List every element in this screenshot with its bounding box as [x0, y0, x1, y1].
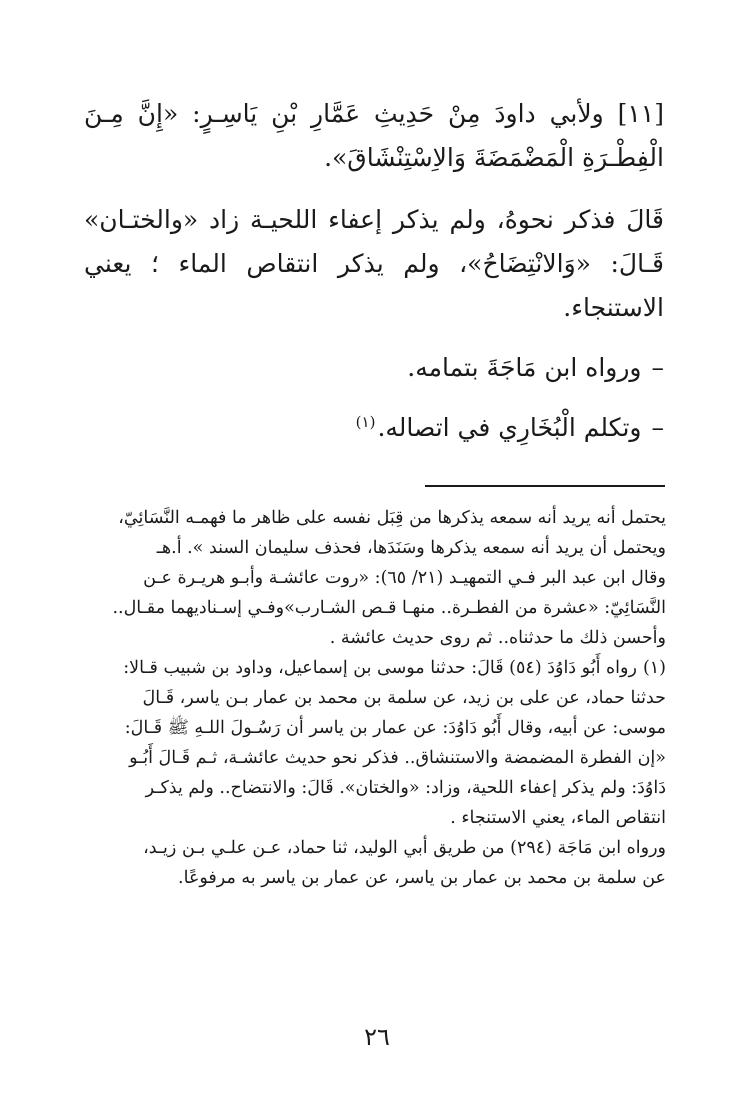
- footnote-line: يحتمل أنه يريد أنه سمعه يذكرها من قِبَل نفسه على ظاهر ما فهمـه النَّسَائِيّ،: [118, 508, 666, 528]
- page-number: ٢٦: [364, 1023, 390, 1051]
- footnote-1-line: عن سلمة بن محمد بن عمار بن ياسر، عن عمار بن ياسر به مرفوعًا.: [178, 868, 666, 888]
- footnotes: [86, 503, 666, 893]
- footnote-1-line: دَاوُدَ: ولم يذكر إعفاء اللحية، وزاد: «والختان». قَالَ: والانتضاح.. ولم يذكـر: [145, 778, 666, 798]
- footnote-1-line: انتقاص الماء، يعني الاستنجاء .: [450, 808, 666, 828]
- footnote-1-line: حدثنا حماد، عن على بن زيد، عن سلمة بن محمد بن عمار بـن ياسر، قَـالَ: [142, 688, 666, 708]
- hadith-paragraph: [١١] ولأبي داودَ مِنْ حَدِيثِ عَمَّارِ بْنِ يَاسِـرٍ: «إِنَّ مِـنَ الْفِطْـرَةِ الْمَضْمَضَةَ وَالاِسْتِنْشَاقَ».: [84, 99, 664, 172]
- main-text: [84, 92, 664, 450]
- footnote-1-line: موسى: عن أبيه، وقال أَبُو دَاوُدَ: عن عمار بن ياسر أن رَسُـولَ اللـهِ ﷺ قَـالَ:: [124, 718, 666, 738]
- footnote-1-line: [86, 653, 666, 683]
- commentary-paragraph: قَالَ فذكر نحوهُ، ولم يذكر إعفاء اللحيـة زاد «والختـان» قَـالَ: «وَالانْتِضَاحُ»، ولم يذكر انتقاص الماء ؛ يعني الاستنجاء.: [84, 205, 664, 322]
- footnote-line: وقال ابن عبد البر فـي التمهيـد (٢١/ ٦٥): «روت عائشـة وأبـو هريـرة عـن: [143, 568, 666, 588]
- list-dash: –: [651, 413, 664, 442]
- footnote-1-line: ورواه ابن مَاجَة (٢٩٤) من طريق أبي الوليد، ثنا حماد، عـن علـي بـن زيـد،: [143, 838, 666, 858]
- footnote-1-line: «إن الفطرة المضمضة والاستنشاق.. فذكر نحو حديث عائشـة، ثـم قَـالَ أَبُـو: [129, 748, 666, 768]
- footnote-line: وأحسن ذلك ما حدثناه.. ثم روى حديث عائشة .: [329, 628, 666, 648]
- footnote-reference: (١): [355, 412, 376, 431]
- footnote-number: (١): [642, 658, 666, 678]
- list-item-text: ورواه ابن مَاجَةَ بتمامه.: [407, 353, 642, 382]
- list-item: [84, 346, 664, 390]
- list-item: [84, 406, 664, 450]
- list-dash: –: [651, 353, 664, 382]
- footnote-line: النَّسَائِيّ: «عشرة من الفطـرة.. منهـا قـص الشـارب»وفـي إسـناديهما مقـال..: [112, 598, 666, 618]
- footnote-1-text: رواه أَبُو دَاوُدَ (٥٤) قَالَ: حدثنا موسى بن إسماعيل، وداود بن شبيب قـالا:: [123, 658, 637, 678]
- list-item-text: وتكلم الْبُخَارِي في اتصاله.: [377, 413, 642, 442]
- footnote-line: ويحتمل أن يريد أنه سمعه يذكرها وسَنَدَها، فحذف سليمان السند ». أ.هـ: [156, 538, 666, 558]
- footnote-separator: [425, 485, 665, 487]
